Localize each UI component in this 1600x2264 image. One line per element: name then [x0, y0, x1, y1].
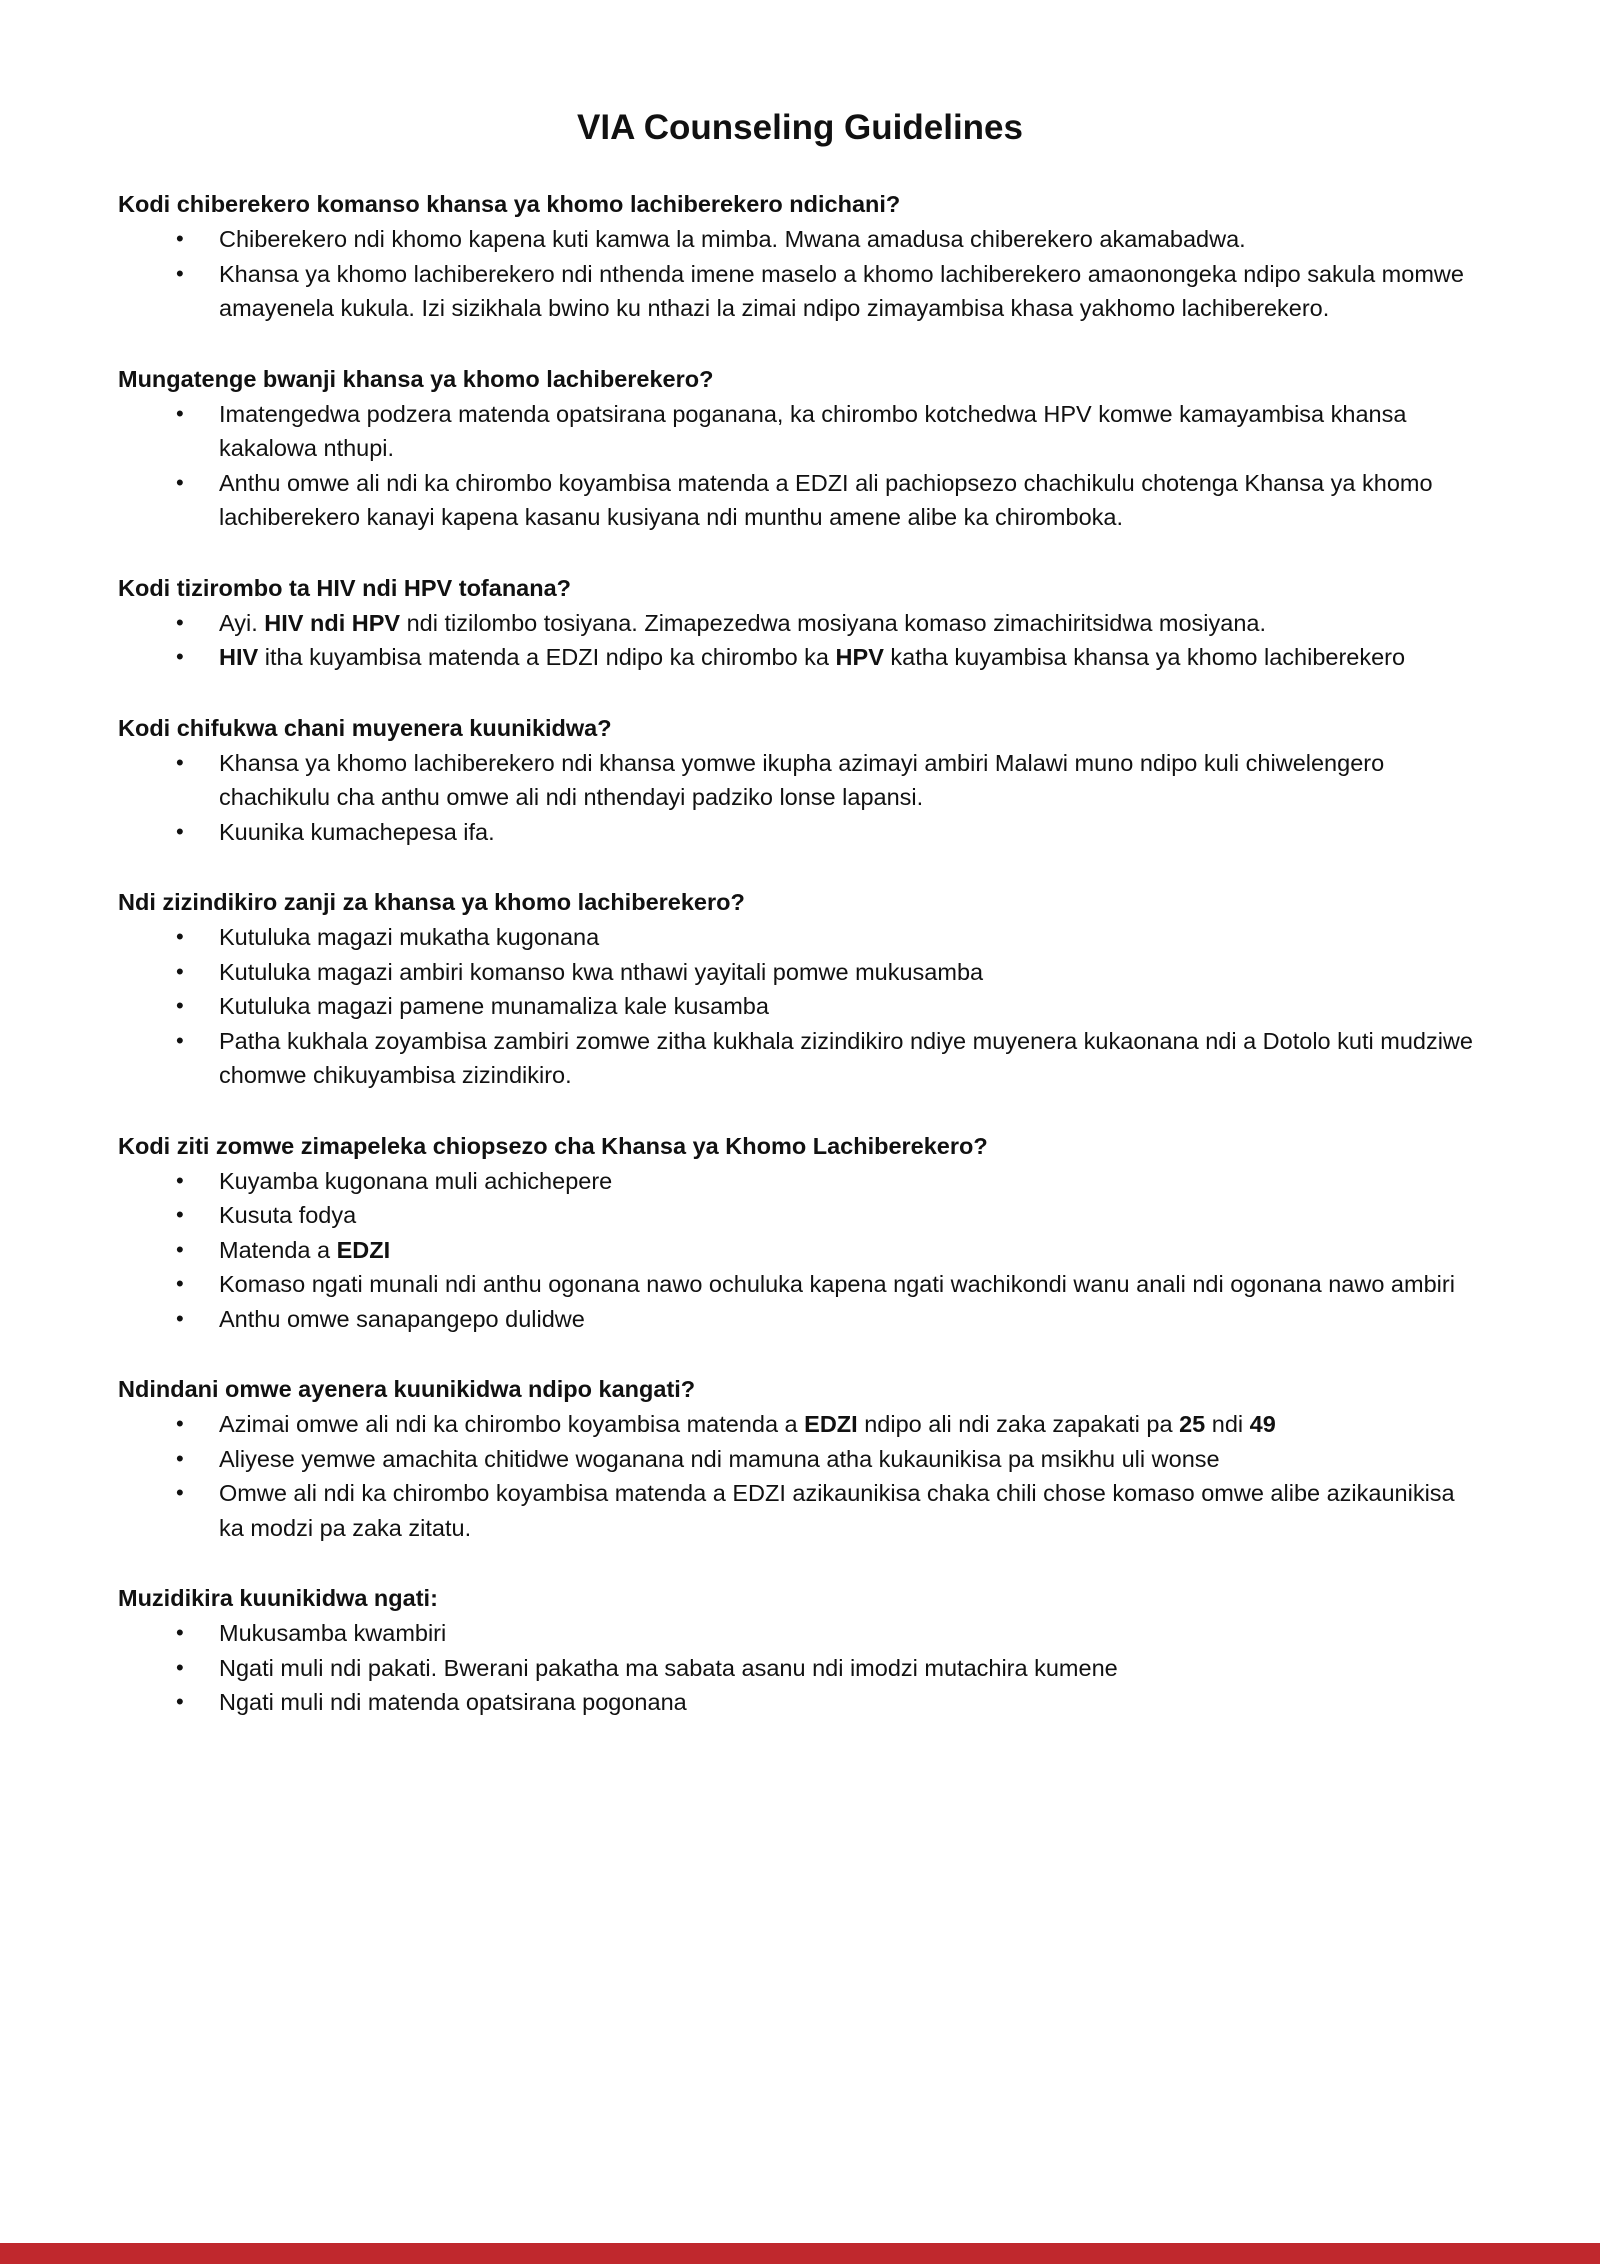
section-heading: Muzidikira kuunikidwa ngati:: [118, 1585, 438, 1611]
section-heading: Mungatenge bwanji khansa ya khomo lachiberekero?: [118, 365, 714, 392]
bold-text: EDZI: [336, 1236, 391, 1263]
item-text: Ngati muli ndi pakati. Bwerani pakatha ma sabata asanu ndi imodzi mutachira kumene: [219, 1654, 1118, 1681]
list-item: [118, 257, 1478, 326]
bullet-icon: •: [176, 1654, 184, 1680]
bullet-list: [118, 1407, 1478, 1545]
bold-text: 25: [1179, 1411, 1206, 1437]
bold-text: HIV: [219, 644, 259, 670]
list-item: [118, 1198, 1478, 1233]
bullet-list: [118, 746, 1478, 850]
page-title: VIA Counseling Guidelines: [577, 108, 1023, 147]
section-heading: Kodi chifukwa chani muyenera kuunikidwa?: [118, 714, 612, 741]
bullet-icon: •: [176, 1167, 184, 1193]
bullet-icon: •: [176, 644, 184, 669]
item-text: katha kuyambisa khansa ya khomo lachiberekero: [883, 644, 1406, 670]
item-text: Kutuluka magazi mukatha kugonana: [219, 924, 600, 950]
bullet-icon: •: [176, 1271, 184, 1296]
list-item: [118, 1442, 1478, 1477]
bullet-icon: •: [176, 1236, 184, 1262]
item-text: Ngati muli ndi matenda opatsirana pogonana: [219, 1689, 687, 1715]
list-item: [118, 746, 1478, 815]
item-text: Patha kukhala zoyambisa zambiri zomwe zitha kukhala zizindikiro ndiye muyenera kukaonana ndi a Dotolo kuti mudziwe chomwe chikuyambisa zizindikiro.: [219, 1027, 1473, 1088]
item-text: Kusuta fodya: [219, 1202, 357, 1228]
item-text: Ayi.: [219, 609, 265, 636]
item-text: Khansa ya khomo lachiberekero ndi nthenda imene maselo a khomo lachiberekero amaonongeka ndipo sakula momwe amayenela kukula. Izi sizikhala bwino ku nthazi la zimai ndipo zimayambisa khasa yakhomo lachiberekero.: [219, 260, 1464, 321]
list-item: [118, 466, 1478, 535]
list-item: [118, 1233, 1478, 1268]
item-text: Omwe ali ndi ka chirombo koyambisa matenda a EDZI azikaunikisa chaka chili chose komaso omwe alibe azikaunikisa ka modzi pa zaka zitatu.: [219, 1480, 1455, 1541]
bullet-list: [118, 606, 1478, 675]
bullet-list: [118, 1164, 1478, 1337]
item-text: Khansa ya khomo lachiberekero ndi khansa yomwe ikupha azimayi ambiri Malawi muno ndipo kuli chiwelengero chachikulu cha anthu omwe ali ndi nthendayi padziko lonse lapansi.: [219, 749, 1385, 810]
item-text: Anthu omwe sanapangepo dulidwe: [219, 1305, 585, 1332]
section: [118, 884, 1478, 1093]
section-heading: Kodi chiberekero komanso khansa ya khomo lachiberekero ndichani?: [118, 191, 901, 217]
item-text: ndi tizilombo tosiyana. Zimapezedwa mosiyana komaso zimachiritsidwa mosiyana.: [400, 609, 1267, 636]
list-item: [118, 397, 1478, 466]
section: [118, 361, 1478, 535]
bullet-icon: •: [176, 924, 184, 949]
bullet-icon: •: [176, 260, 184, 286]
bullet-icon: •: [176, 400, 184, 426]
list-item: [118, 1616, 1478, 1651]
bold-text: 49: [1249, 1411, 1276, 1437]
list-item: [118, 1024, 1478, 1093]
list-item: [118, 222, 1478, 257]
bullet-list: [118, 397, 1478, 535]
bullet-icon: •: [176, 1027, 184, 1053]
section-heading: Kodi ziti zomwe zimapeleka chiopsezo cha Khansa ya Khomo Lachiberekero?: [118, 1132, 988, 1159]
item-text: Anthu omwe ali ndi ka chirombo koyambisa matenda a EDZI ali pachiopsezo chachikulu chotenga Khansa ya khomo lachiberekero kanayi kapena kasanu kusiyana ndi munthu amene alibe ka chiromboka.: [219, 469, 1433, 530]
list-item: [118, 606, 1478, 641]
list-item: [118, 1651, 1478, 1686]
bullet-icon: •: [176, 1445, 184, 1471]
item-text: Kuunika kumachepesa ifa.: [219, 818, 495, 845]
bold-text: HPV: [835, 644, 884, 670]
bold-text: HIV ndi HPV: [264, 609, 401, 636]
item-text: Kuyamba kugonana muli achichepere: [219, 1167, 613, 1194]
item-text: ndipo ali ndi zaka zapakati pa: [857, 1411, 1180, 1437]
footer-bar: [0, 2243, 1600, 2264]
item-text: Matenda a: [219, 1236, 337, 1263]
section: [118, 1580, 1478, 1720]
bullet-icon: •: [176, 226, 184, 251]
item-text: Mukusamba kwambiri: [219, 1620, 447, 1646]
item-text: Komaso ngati munali ndi anthu ogonana nawo ochuluka kapena ngati wachikondi wanu anali ndi ogonana nawo ambiri: [219, 1271, 1455, 1297]
section-heading: Kodi tizirombo ta HIV ndi HPV tofanana?: [118, 574, 572, 601]
section-heading: Ndi zizindikiro zanji za khansa ya khomo lachiberekero?: [118, 889, 745, 915]
list-item: [118, 920, 1478, 955]
section: [118, 710, 1478, 850]
item-text: itha kuyambisa matenda a EDZI ndipo ka chirombo ka: [258, 644, 836, 670]
item-text: Kutuluka magazi ambiri komanso kwa nthawi yayitali pomwe mukusamba: [219, 958, 984, 985]
list-item: [118, 989, 1478, 1024]
bullet-icon: •: [176, 818, 184, 844]
bullet-icon: •: [176, 1480, 184, 1505]
bullet-icon: •: [176, 749, 184, 775]
list-item: [118, 1164, 1478, 1199]
bullet-icon: •: [176, 1620, 184, 1645]
section: [118, 1128, 1478, 1337]
document-body: [118, 186, 1478, 1755]
section-heading: Ndindani omwe ayenera kuunikidwa ndipo kangati?: [118, 1376, 696, 1402]
list-item: [118, 1407, 1478, 1442]
bullet-icon: •: [176, 609, 184, 635]
list-item: [118, 1685, 1478, 1720]
section: [118, 186, 1478, 326]
bullet-list: [118, 222, 1478, 326]
list-item: [118, 955, 1478, 990]
bullet-icon: •: [176, 1202, 184, 1227]
list-item: [118, 1302, 1478, 1337]
item-text: Aliyese yemwe amachita chitidwe woganana ndi mamuna atha kukaunikisa pa msikhu uli wonse: [219, 1445, 1220, 1472]
item-text: Kutuluka magazi pamene munamaliza kale kusamba: [219, 993, 769, 1019]
list-item: [118, 1267, 1478, 1302]
bullet-icon: •: [176, 469, 184, 495]
item-text: ndi: [1205, 1411, 1250, 1437]
bullet-icon: •: [176, 993, 184, 1018]
bullet-icon: •: [176, 1689, 184, 1714]
bullet-icon: •: [176, 1411, 184, 1436]
section: [118, 570, 1478, 675]
bullet-icon: •: [176, 958, 184, 984]
item-text: Imatengedwa podzera matenda opatsirana poganana, ka chirombo kotchedwa HPV komwe kamayambisa khansa kakalowa nthupi.: [219, 400, 1407, 461]
list-item: [118, 815, 1478, 850]
bullet-list: [118, 1616, 1478, 1720]
list-item: [118, 1476, 1478, 1545]
item-text: Chiberekero ndi khomo kapena kuti kamwa la mimba. Mwana amadusa chiberekero akamabadwa.: [219, 226, 1246, 252]
list-item: [118, 640, 1478, 675]
bullet-icon: •: [176, 1305, 184, 1331]
section: [118, 1371, 1478, 1545]
item-text: Azimai omwe ali ndi ka chirombo koyambisa matenda a: [219, 1411, 805, 1437]
bullet-list: [118, 920, 1478, 1093]
bold-text: EDZI: [804, 1411, 858, 1437]
